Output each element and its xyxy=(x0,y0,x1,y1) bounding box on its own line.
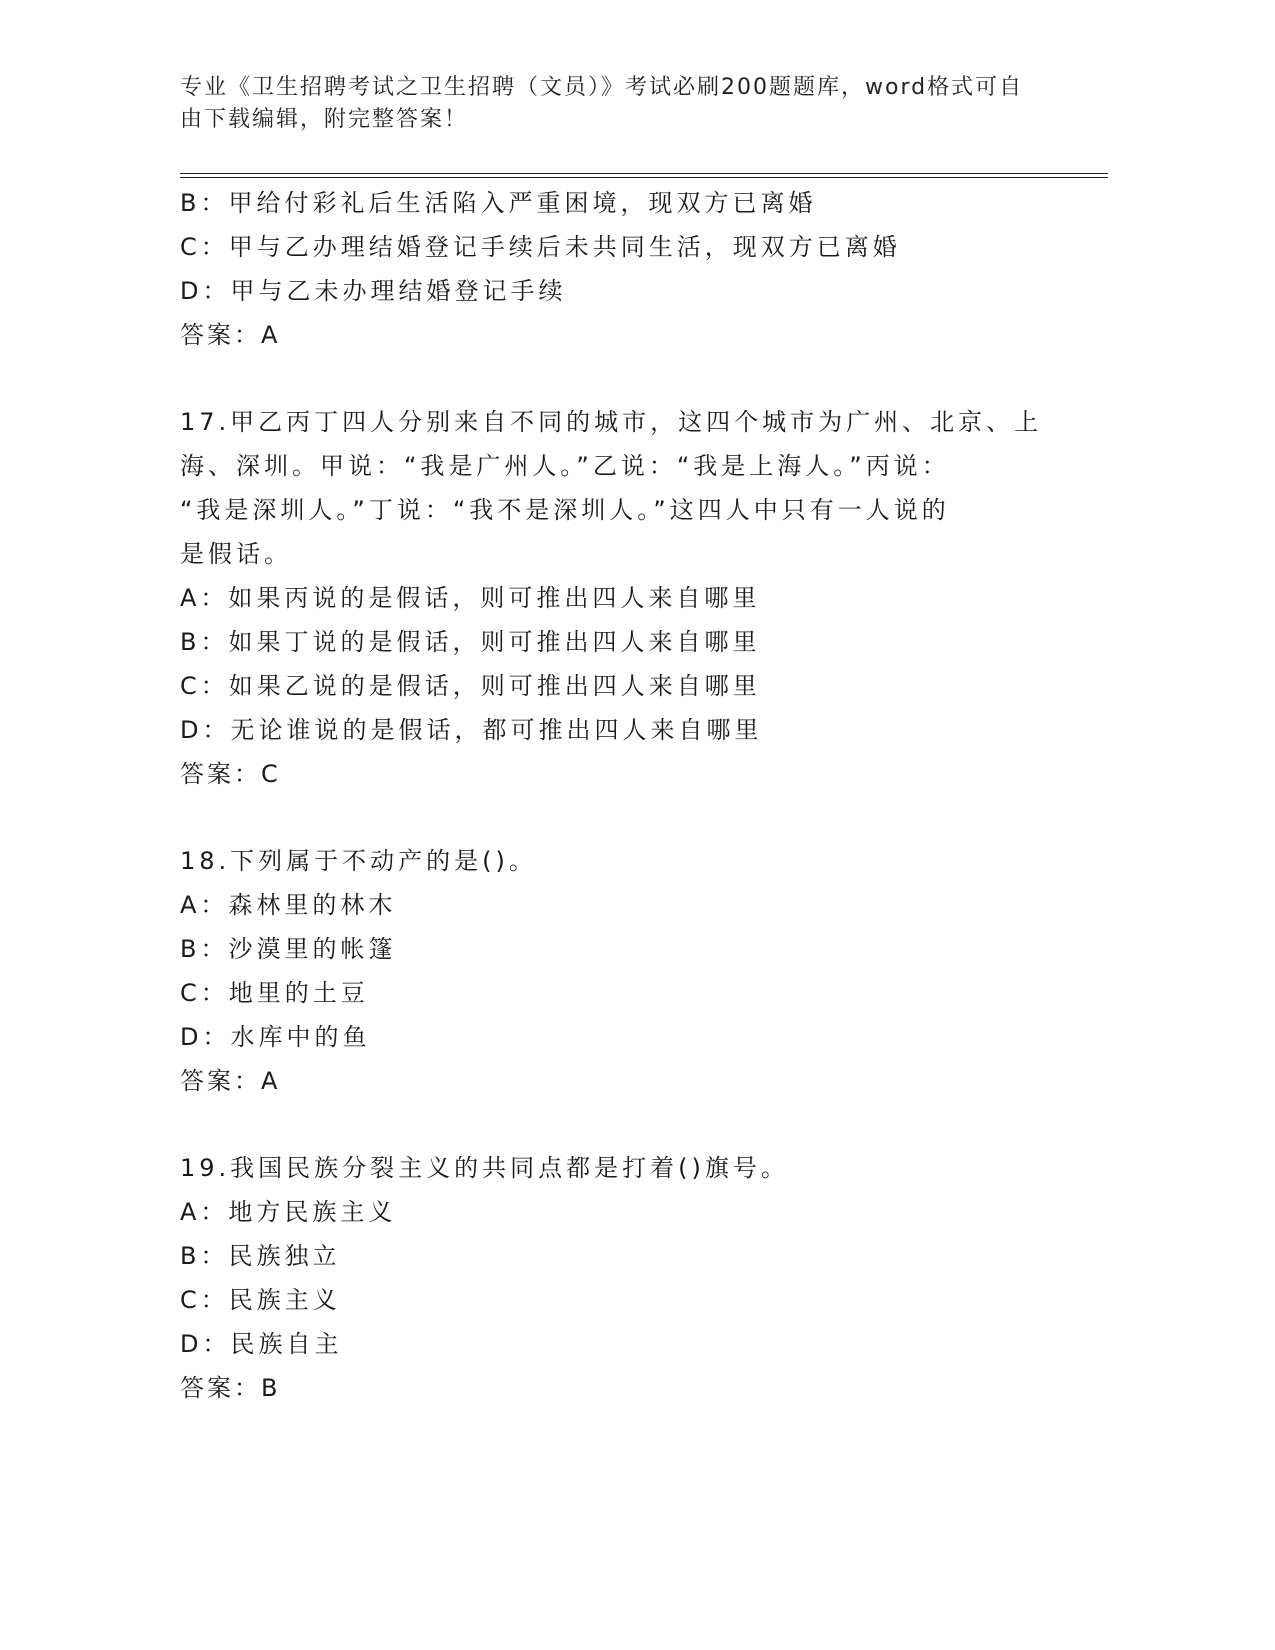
question-stem-line: 17.甲乙丙丁四人分别来自不同的城市，这四个城市为广州、北京、上 xyxy=(180,408,1043,436)
question-stem-line: 18.下列属于不动产的是()。 xyxy=(180,847,537,875)
question-stem-line: 是假话。 xyxy=(180,540,292,568)
option-b: B：甲给付彩礼后生活陷入严重困境，现双方已离婚 xyxy=(180,189,817,217)
answer: 答案：B xyxy=(180,1374,281,1402)
option-a: A：地方民族主义 xyxy=(180,1198,397,1226)
option-a: A：如果丙说的是假话，则可推出四人来自哪里 xyxy=(180,584,761,612)
option-c: C：如果乙说的是假话，则可推出四人来自哪里 xyxy=(180,672,761,700)
option-d: D：民族自主 xyxy=(180,1330,343,1358)
question-stem-line: 19.我国民族分裂主义的共同点都是打着()旗号。 xyxy=(180,1154,789,1182)
option-b: B：沙漠里的帐篷 xyxy=(180,935,397,963)
option-b: B：如果丁说的是假话，则可推出四人来自哪里 xyxy=(180,628,761,656)
header-line-1: 专业《卫生招聘考试之卫生招聘（文员）》考试必刷200题题库，word格式可自 xyxy=(180,75,1024,100)
option-d: D：无论谁说的是假话，都可推出四人来自哪里 xyxy=(180,716,763,744)
option-c: C：民族主义 xyxy=(180,1286,341,1314)
option-d: D：甲与乙未办理结婚登记手续 xyxy=(180,277,567,305)
option-c: C：甲与乙办理结婚登记手续后未共同生活，现双方已离婚 xyxy=(180,233,901,261)
question-block-17 xyxy=(180,400,1043,796)
header-line-2: 由下载编辑，附完整答案！ xyxy=(180,107,469,132)
header-rule-bottom xyxy=(180,177,1108,178)
header-rule-top xyxy=(180,173,1108,174)
answer: 答案：C xyxy=(180,760,281,788)
document-body xyxy=(180,181,1043,1410)
option-b: B：民族独立 xyxy=(180,1242,341,1270)
question-stem-line: “我是深圳人。”丁说：“我不是深圳人。”这四人中只有一人说的 xyxy=(180,496,950,524)
answer: 答案：A xyxy=(180,321,281,349)
option-d: D：水库中的鱼 xyxy=(180,1023,371,1051)
option-c: C：地里的土豆 xyxy=(180,979,369,1007)
question-block-18 xyxy=(180,839,1040,1103)
document-header xyxy=(180,72,1040,136)
option-a: A：森林里的林木 xyxy=(180,891,397,919)
question-block-19 xyxy=(180,1146,1040,1410)
prev-question-block xyxy=(180,181,1040,357)
question-stem-line: 海、深圳。甲说：“我是广州人。”乙说：“我是上海人。”丙说： xyxy=(180,452,950,480)
answer: 答案：A xyxy=(180,1067,281,1095)
